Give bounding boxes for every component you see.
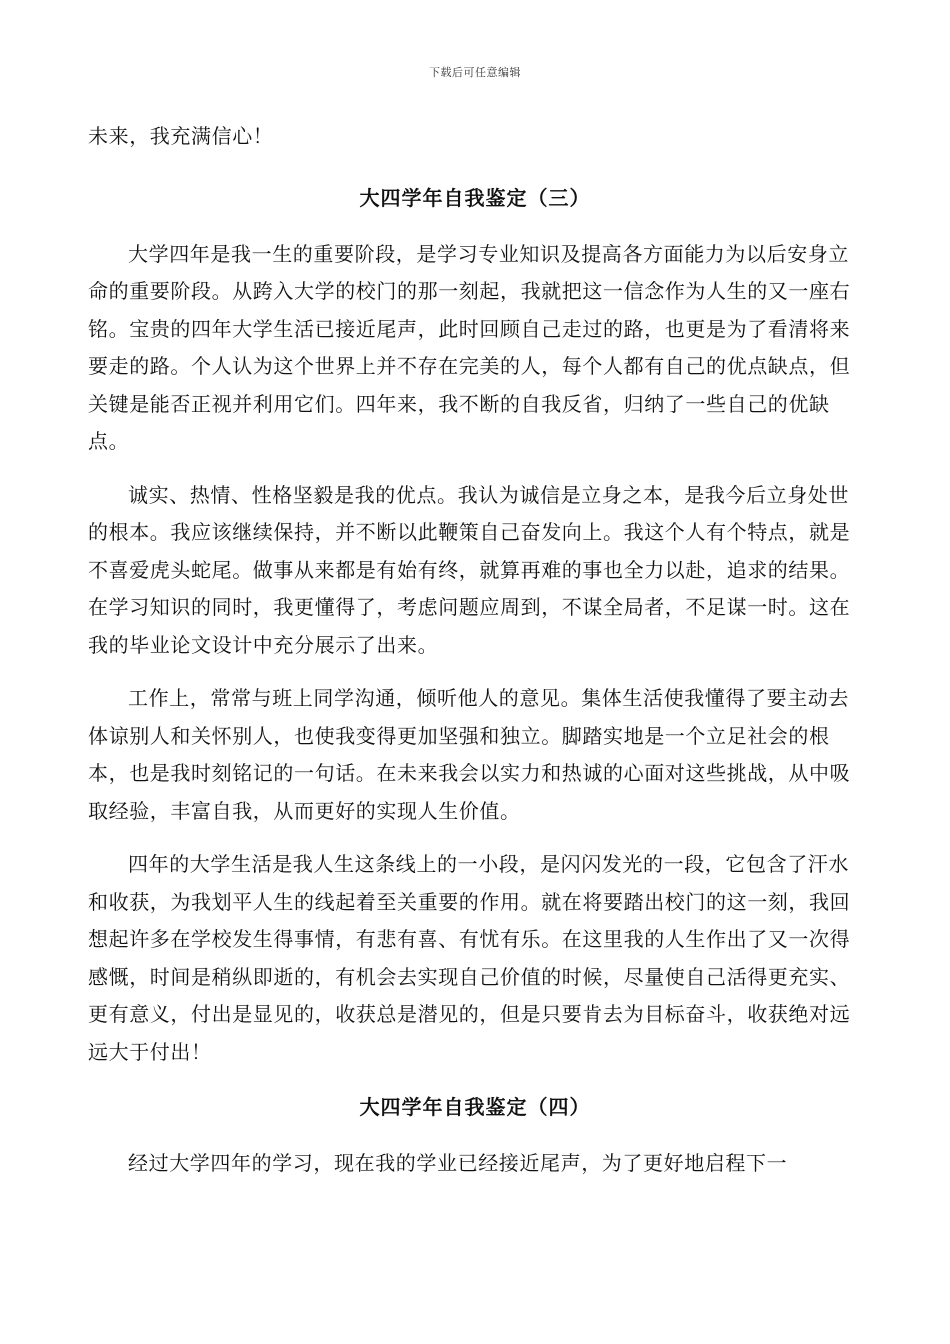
section-3-paragraph-2: 诚实、热情、性格坚毅是我的优点。我认为诚信是立身之本，是我今后立身处世的根本。我应该继续保持，并不断以此鞭策自己奋发向上。我这个人有个特点，就是不喜爱虎头蛇尾。做事从来都是有始有终，就算再难的事也全力以赴，追求的结果。在学习知识的同时，我更懂得了，考虑问题应周到，不谋全局者，不足谋一时。这在我的毕业论文设计中充分展示了出来。 xyxy=(88,482,851,657)
page-header: 下载后可任意编辑 xyxy=(429,66,521,79)
section-3-title: 大四学年自我鉴定（三） xyxy=(359,185,591,210)
section-3-paragraph-3: 工作上，常常与班上同学沟通，倾听他人的意见。集体生活使我懂得了要主动去体谅别人和关怀别人，也使我变得更加坚强和独立。脚踏实地是一个立足社会的根本，也是我时刻铭记的一句话。在未来我会以实力和热诚的心面对这些挑战，从中吸取经验，丰富自我，从而更好的实现人生价值。 xyxy=(88,686,851,823)
document-body xyxy=(88,118,862,1199)
section-3-paragraph-4: 四年的大学生活是我人生这条线上的一小段，是闪闪发光的一段，它包含了汗水和收获，为我划平人生的线起着至关重要的作用。就在将要踏出校门的这一刻，我回想起许多在学校发生得事情，有悲有喜、有忧有乐。在这里我的人生作出了又一次得感慨，时间是稍纵即逝的，有机会去实现自己价值的时候，尽量使自己活得更充实、更有意义，付出是显见的，收获总是潜见的，但是只要肯去为目标奋斗，收获绝对远远大于付出！ xyxy=(88,852,851,1064)
section-3-paragraph-1: 大学四年是我一生的重要阶段，是学习专业知识及提高各方面能力为以后安身立命的重要阶段。从跨入大学的校门的那一刻起，我就把这一信念作为人生的又一座右铭。宝贵的四年大学生活已接近尾声，此时回顾自己走过的路，也更是为了看清将来要走的路。个人认为这个世界上并不存在完美的人，每个人都有自己的优点缺点，但关键是能否正视并利用它们。四年来，我不断的自我反省，归纳了一些自己的优缺点。 xyxy=(88,241,851,453)
opening-line: 未来，我充满信心！ xyxy=(88,124,274,148)
section-4-title: 大四学年自我鉴定（四） xyxy=(359,1095,591,1119)
section-4-paragraph-1: 经过大学四年的学习，现在我的学业已经接近尾声，为了更好地启程下一 xyxy=(128,1151,788,1175)
